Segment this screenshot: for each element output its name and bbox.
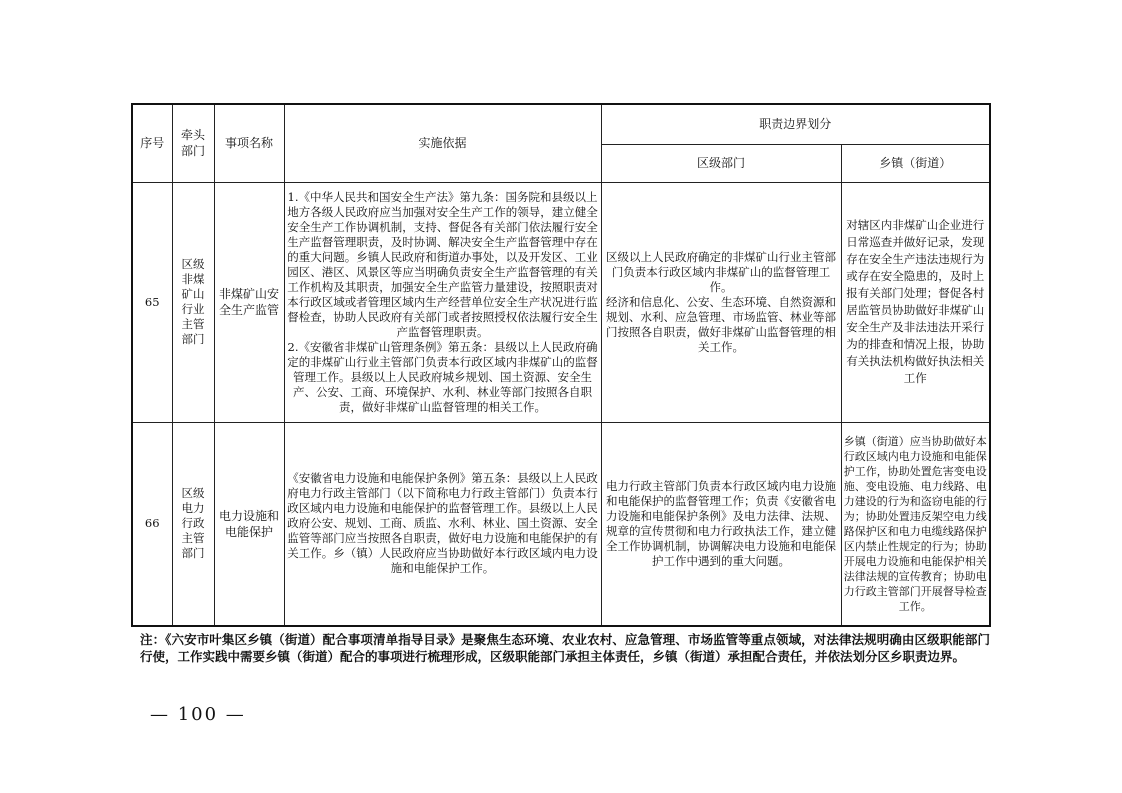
row-basis: 1.《中华人民共和国安全生产法》第九条：国务院和县级以上地方各级人民政府应当加强对安全生产工作的领导，建立健全安全生产工作协调机制，支持、督促各有关部门依法履行安全生产监督管理职责，及时协调、解决安全生产监督管理中存在的重大问题。乡镇人民政府和街道办事处，以及开发区、工业园区、港区、风景区等应当明确负责安全生产监督管理的有关工作机构及其职责，加强安全生产监管力量建设，按照职责对本行政区域或者管理区域内生产经营单位安全生产状况进行监督检查，协助人民政府有关部门或者按照授权依法履行安全生产监督管理职责。 2.《安徽省非煤矿山管理条例》第五条：县级以上人民政府确定的非煤矿山行业主管部门负责本行政区域内非煤矿山的监督管理工作。县级以上人民政府城乡规划、国土资源、安全生产、公安、工商、环境保护、水利、林业等部门按照各自职责，做好非煤矿山监督管理的相关工作。 — [284, 182, 601, 422]
row-township: 乡镇（街道）应当协助做好本行政区域内电力设施和电能保护工作，协助处置危害变电设施、变电设施、电力线路、电力建设的行为和盗窃电能的行为；协助处置违反架空电力线路保护区和电力电缆线路保护区内禁止性规定的行为；协助开展电力设施和电能保护相关法律法规的宣传教育；协助电力行政主管部门开展督导检查工作。 — [841, 422, 990, 626]
header-lead-dept: 牵头 部门 — [172, 104, 214, 182]
row-seq: 66 — [132, 422, 172, 626]
row-seq: 65 — [132, 182, 172, 422]
row-item-name: 非煤矿山安全生产监管 — [214, 182, 284, 422]
header-basis: 实施依据 — [284, 104, 601, 182]
header-township: 乡镇（街道） — [841, 144, 990, 182]
row-dept: 区级 非煤 矿山 行业 主管 部门 — [172, 182, 214, 422]
responsibility-table — [131, 103, 991, 627]
table-row — [132, 182, 990, 422]
footnote: 注：《六安市叶集区乡镇（街道）配合事项清单指导目录》是聚焦生态环境、农业农村、应急管理、市场监管等重点领域，对法律法规明确由区级职能部门行使，工作实践中需要乡镇（街道）配合的事项进行梳理形成，区级职能部门承担主体责任，乡镇（街道）承担配合责任，并依法划分区乡职责边界。 — [140, 632, 990, 664]
header-district: 区级部门 — [601, 144, 841, 182]
header-seq: 序号 — [132, 104, 172, 182]
row-township: 对辖区内非煤矿山企业进行日常巡查并做好记录，发现存在安全生产违法违规行为或存在安全隐患的，及时上报有关部门处理；督促各村居监管员协助做好非煤矿山安全生产及非法违法开采行为的排查和情况上报，协助有关执法机构做好执法相关工作 — [841, 182, 990, 422]
row-district: 区级以上人民政府确定的非煤矿山行业主管部门负责本行政区域内非煤矿山的监督管理工作。 经济和信息化、公安、生态环境、自然资源和规划、水利、应急管理、市场监管、林业等部门按照各自职责，做好非煤矿山监督管理的相关工作。 — [601, 182, 841, 422]
row-district: 电力行政主管部门负责本行政区域内电力设施和电能保护的监督管理工作；负责《安徽省电力设施和电能保护条例》及电力法律、法规、规章的宣传贯彻和电力行政执法工作，建立健全工作协调机制，协调解决电力设施和电能保护工作中遇到的重大问题。 — [601, 422, 841, 626]
header-division: 职责边界划分 — [601, 104, 990, 144]
row-basis: 《安徽省电力设施和电能保护条例》第五条：县级以上人民政府电力行政主管部门（以下简称电力行政主管部门）负责本行政区域内电力设施和电能保护的监督管理工作。县级以上人民政府公安、规划、工商、质监、水利、林业、国土资源、安全监管等部门应当按照各自职责，做好电力设施和电能保护的有关工作。乡（镇）人民政府应当协助做好本行政区域内电力设施和电能保护工作。 — [284, 422, 601, 626]
table-row — [132, 422, 990, 626]
row-item-name: 电力设施和电能保护 — [214, 422, 284, 626]
header-item-name: 事项名称 — [214, 104, 284, 182]
page-number: — 100 — — [150, 704, 246, 725]
row-dept: 区级 电力 行政 主管 部门 — [172, 422, 214, 626]
